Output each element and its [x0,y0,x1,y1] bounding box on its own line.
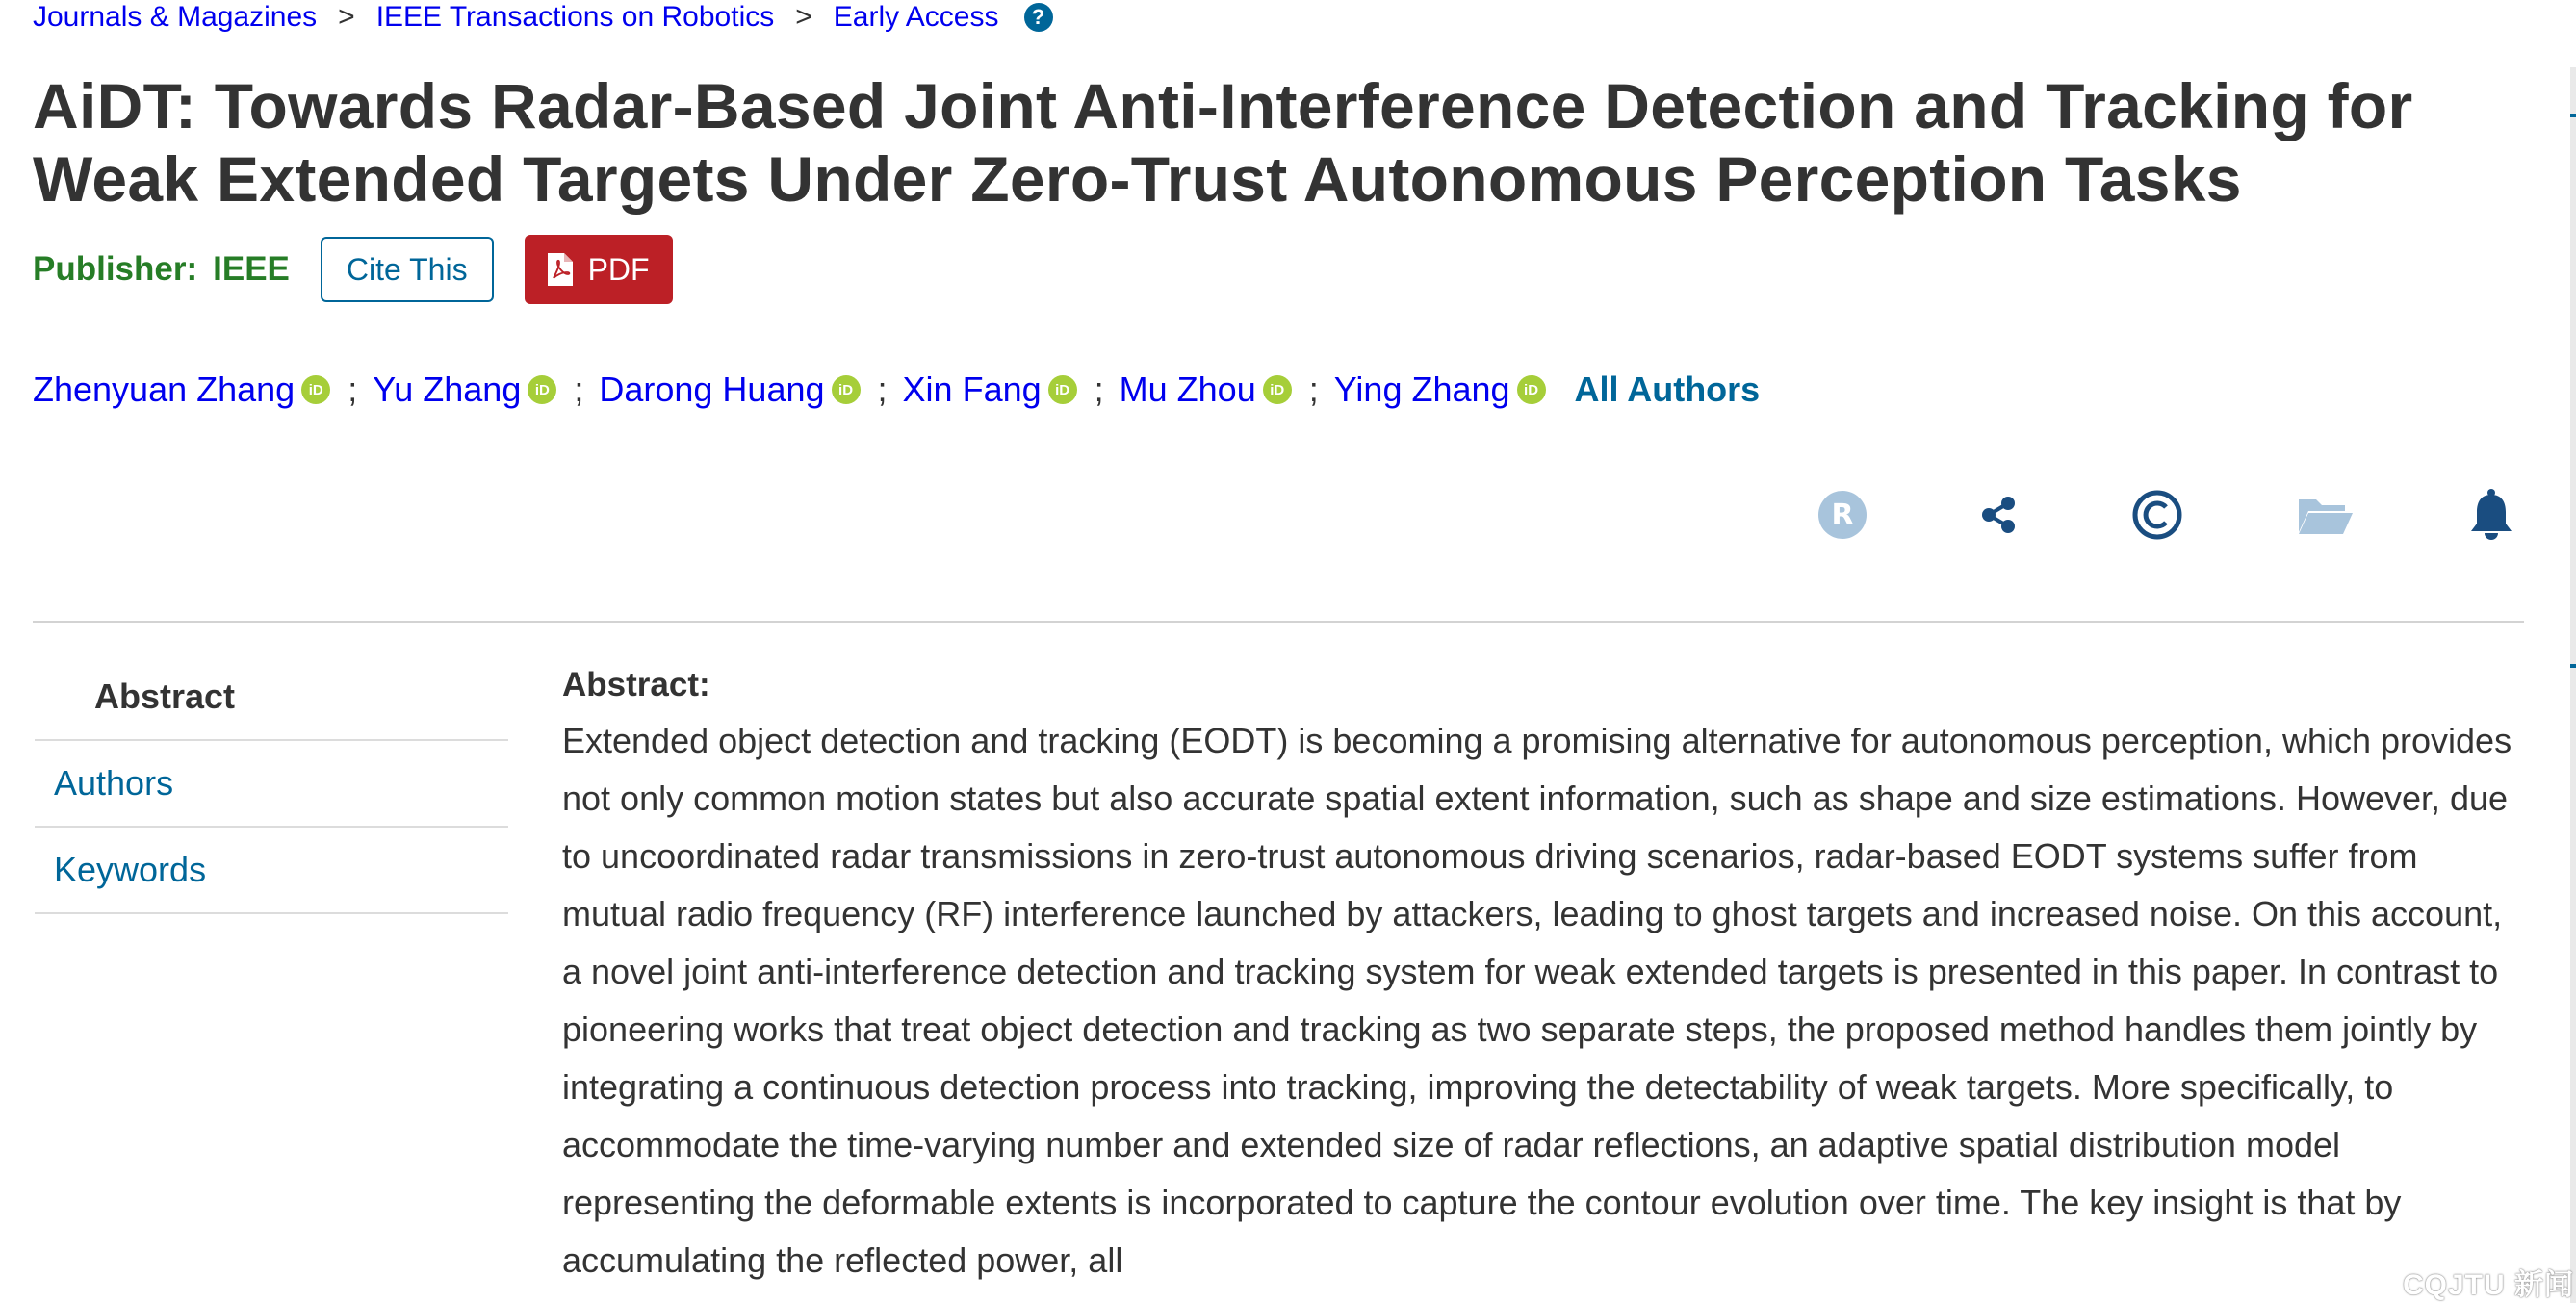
abstract-text: Extended object detection and tracking (EODT) is becoming a promising alternative for autonomous perception, which provides not only common motion states but also accurate spatial extent information, such as shape and size estimations. However, due to uncoordinated radar transmissions in zero-trust autonomous driving scenarios, radar-based EODT systems suffer from mutual radio frequency (RF) interference launched by attackers, leading to ghost targets and increased noise. On this account, a novel joint anti-interference detection and tracking system for weak extended targets is presented in this paper. In contrast to pioneering works that treat object detection and tracking as two separate steps, the proposed method handles them jointly by integrating a continuous detection process into tracking, improving the detectability of weak targets. More specifically, to accommodate the time-varying number and extended size of radar reflections, an adaptive spatial distribution model representing the deformable extents is incorporated to capture the contour evolution over time. The key insight is that by accumulating the reflected power, all [562,721,2512,1280]
copyright-icon[interactable] [2130,481,2184,549]
author-link[interactable]: Xin Fang [902,370,1042,409]
breadcrumb-separator: > [795,1,812,33]
scrollbar-marker [2570,664,2576,668]
orcid-icon[interactable]: iD [832,375,861,404]
all-authors-link[interactable]: All Authors [1574,370,1761,409]
author-item [1120,370,1292,410]
sidenav-item-keywords[interactable]: Keywords [35,828,508,914]
alert-bell-icon[interactable] [2468,481,2514,549]
scrollbar-marker [2570,114,2576,117]
rights-icon-letter: R [1831,498,1854,532]
pdf-button-label: PDF [587,251,650,287]
author-separator: ; [1094,370,1104,409]
cite-this-button[interactable]: Cite This [321,237,494,302]
breadcrumb [33,0,1053,35]
author-link[interactable]: Yu Zhang [373,370,522,409]
watermark-text: CQJTU 新闻 [2403,1269,2575,1301]
author-separator: ; [348,370,358,409]
orcid-icon[interactable]: iD [301,375,330,404]
author-item [1334,370,1546,410]
abstract-section [562,666,2516,1290]
orcid-icon[interactable]: iD [528,375,556,404]
side-navigation [35,654,508,914]
publisher-value: IEEE [213,250,290,288]
author-separator: ; [1308,370,1319,409]
authors-row [33,370,1760,410]
publisher [33,250,290,289]
abstract-heading: Abstract: [562,666,710,703]
help-icon[interactable]: ? [1024,3,1053,32]
sidenav-item-authors[interactable]: Authors [35,741,508,828]
rights-icon[interactable] [1817,481,1868,549]
publisher-label: Publisher: [33,250,198,288]
breadcrumb-early-access-link[interactable]: Early Access [833,1,999,33]
author-item [373,370,556,410]
folder-icon[interactable] [2297,481,2355,549]
author-separator: ; [877,370,888,409]
orcid-icon[interactable]: iD [1048,375,1077,404]
author-item [903,370,1077,410]
share-icon[interactable] [1978,481,2019,549]
orcid-icon[interactable]: iD [1517,375,1546,404]
breadcrumb-separator: > [338,1,355,33]
page-title: AiDT: Towards Radar-Based Joint Anti-Interference Detection and Tracking for Weak Extended Targets Under Zero-Trust Autonomous Perception Tasks [33,70,2413,215]
pdf-button[interactable] [525,235,673,304]
publisher-row [33,235,673,304]
author-link[interactable]: Zhenyuan Zhang [33,370,296,409]
pdf-file-icon [548,253,573,286]
breadcrumb-journals-link[interactable]: Journals & Magazines [33,1,318,33]
author-link[interactable]: Ying Zhang [1333,370,1510,409]
author-link[interactable]: Mu Zhou [1119,370,1256,409]
action-icons-bar [0,481,2576,549]
scrollbar-track[interactable] [2570,67,2576,1303]
author-link[interactable]: Darong Huang [599,370,825,409]
sidenav-item-abstract[interactable]: Abstract [35,654,508,741]
author-item [33,370,330,410]
author-item [599,370,860,410]
author-separator: ; [574,370,584,409]
breadcrumb-transactions-link[interactable]: IEEE Transactions on Robotics [375,1,775,33]
section-divider [33,621,2524,623]
orcid-icon[interactable]: iD [1263,375,1292,404]
